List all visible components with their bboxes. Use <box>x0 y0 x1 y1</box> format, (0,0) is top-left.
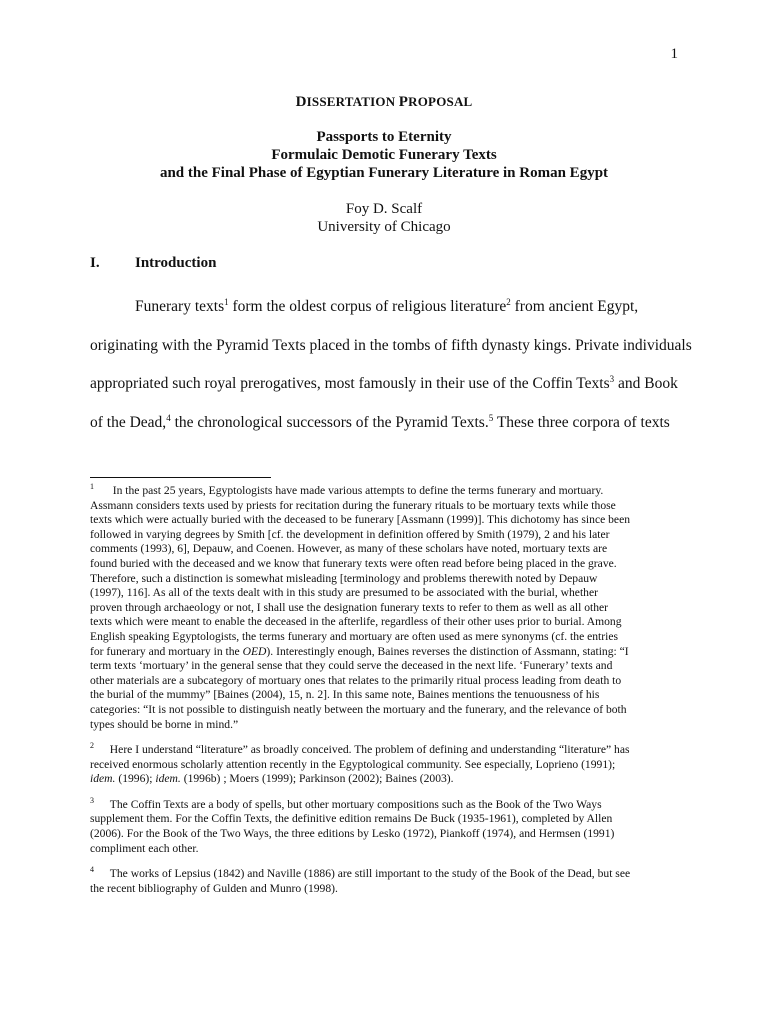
footnote-line: types should be borne in mind.” <box>90 717 239 731</box>
author-affiliation: University of Chicago <box>317 219 451 235</box>
title-block <box>0 128 768 182</box>
footnote-line: the burial of the mummy” [Baines (2004), 15, n. 2]. In this same note, Baines mentions the tenuousness of his <box>90 688 600 702</box>
proposal-heading <box>0 94 768 111</box>
heading-smallcaps-2: ROPOSAL <box>408 94 473 109</box>
footnote-line: compliment each other. <box>90 841 199 855</box>
body-line <box>90 404 685 443</box>
footnote-ref-1[interactable]: 1 <box>224 296 229 307</box>
footnote-line: Assmann considers texts used by priests for recitation during the funerary rituals to be mortuary texts while those <box>90 498 616 512</box>
footnote-line: (2006). For the Book of the Two Ways, the three editions by Lesko (1972), Piankoff (1974), and Hermsen (1991) <box>90 827 615 841</box>
footnote-line: 2 Here I understand “literature” as broadly conceived. The problem of defining and understanding “literature” has <box>90 741 630 757</box>
footnote-ref-2[interactable]: 2 <box>506 296 511 307</box>
body-line <box>90 288 685 327</box>
footnote-4 <box>90 867 685 896</box>
body-text-run: and Book <box>614 375 678 392</box>
section-title: Introduction <box>135 255 217 271</box>
footnote-italic: idem. <box>155 772 181 786</box>
body-line: originating with the Pyramid Texts placed in the tombs of fifth dynasty kings. Private individuals <box>90 336 692 354</box>
body-text-run: from ancient Egypt, <box>510 298 639 315</box>
footnote-line: texts which were meant to enable the deceased in the afterlife, regardless of their other uses prior to burial. Among <box>90 615 622 629</box>
footnote-line: the recent bibliography of Gulden and Munro (1998). <box>90 881 338 895</box>
heading-initial-d: D <box>295 94 307 110</box>
footnote-3 <box>90 798 685 856</box>
footnote-line: 1 In the past 25 years, Egyptologists have made various attempts to define the terms funerary and mortuary. <box>90 482 604 497</box>
footnote-text: (1996b) ; Moers (1999); Parkinson (2002); Baines (2003). <box>180 772 454 786</box>
body-text-run: form the oldest corpus of religious literature <box>228 298 507 315</box>
footnote-line: Therefore, such a distinction is somewhat misleading [terminology and problems therewith noted by Depauw <box>90 571 598 585</box>
author-block <box>0 200 768 236</box>
body-text-run: Funerary texts <box>135 298 225 315</box>
body-text-run: the chronological successors of the Pyramid Texts. <box>170 413 489 431</box>
section-heading <box>90 255 216 272</box>
body-line <box>90 365 685 404</box>
footnote-line: proven through archaeology or not, I shall use the designation funerary texts to refer to them as well as all other <box>90 600 609 614</box>
footnote-ref-4[interactable]: 4 <box>166 412 171 423</box>
footnotes <box>90 484 685 907</box>
footnote-text: (1996); <box>115 772 156 786</box>
footnote-text: ). Interestingly enough, Baines reverses the distinction of Assmann, stating: “I <box>266 644 629 658</box>
page-number: 1 <box>670 46 678 62</box>
footnote-line: term texts ‘mortuary’ in the general sense that they could serve the deceased in the next life. ‘Funerary’ texts and <box>90 659 613 673</box>
heading-smallcaps-1: ISSERTATION <box>306 94 396 109</box>
footnote-line: other materials are a subcategory of mortuary ones that relates to the primarily ritual process leading from death to <box>90 673 622 687</box>
footnote-2 <box>90 743 685 787</box>
footnote-text: Here I understand “literature” as broadly conceived. The problem of defining and understanding “literature” has <box>109 743 630 757</box>
footnote-line: English speaking Egyptologists, the terms funerary and mortuary are often used as mere synonyms (cf. the entries <box>90 629 619 643</box>
footnote-line: comments (1993), 6], Depauw, and Coenen. However, as many of these scholars have noted, mortuary texts are <box>90 542 608 556</box>
author-name: Foy D. Scalf <box>345 201 423 217</box>
footnote-line: supplement them. For the Coffin Texts, the definitive edition remains De Buck (1935-1961), completed by Allen <box>90 812 613 826</box>
footnote-line: 4 The works of Lepsius (1842) and Naville (1886) are still important to the study of the Book of the Dead, but see <box>90 865 631 881</box>
title-line-2: Formulaic Demotic Funerary Texts <box>271 147 497 163</box>
footnote-line: (1997), 116]. As all of the texts dealt with in this study are presumed to be associated with the burial, whether <box>90 586 598 600</box>
footnote-text: for funerary and mortuary in the <box>90 644 243 658</box>
footnote-divider <box>90 477 271 478</box>
footnote-line: categories: “It is not possible to distinguish neatly between the mortuary and the funerary, and the relevance of both <box>90 702 627 716</box>
footnote-line: texts which were actually buried with the deceased to be funerary [Assmann (1999)]. This dichotomy has since been <box>90 513 631 527</box>
body-text-run: These three corpora of texts <box>493 413 670 431</box>
footnote-line: received enormous scholarly attention recently in the Egyptological community. See especially, Loprieno (1991); <box>90 757 616 771</box>
title-line-1: Passports to Eternity <box>316 129 452 145</box>
footnote-line: followed in varying degrees by Smith [cf. the development in definition offered by Smith (1979), 2 and his later <box>90 527 610 541</box>
title-line-3: and the Final Phase of Egyptian Funerary Literature in Roman Egypt <box>159 165 609 181</box>
body-text-run: appropriated such royal prerogatives, most famously in their use of the Coffin Texts <box>90 375 610 392</box>
footnote-text: The Coffin Texts are a body of spells, but other mortuary compositions such as the Book of the Two Ways <box>109 797 602 811</box>
footnote-line <box>90 645 685 660</box>
heading-initial-p: P <box>398 94 409 110</box>
body-text <box>90 288 692 442</box>
body-text-run: of the Dead, <box>90 413 167 431</box>
section-number: I. <box>90 255 100 271</box>
footnote-text: In the past 25 years, Egyptologists have made various attempts to define the terms funerary and mortuary. <box>112 484 604 497</box>
footnote-ref-5[interactable]: 5 <box>488 412 494 423</box>
footnote-ref-3[interactable]: 3 <box>609 373 615 384</box>
footnote-line <box>90 772 685 787</box>
footnote-text: The works of Lepsius (1842) and Naville (1886) are still important to the study of the Book of the Dead, but see <box>109 867 631 881</box>
footnote-line: 3 The Coffin Texts are a body of spells, but other mortuary compositions such as the Book of the Two Ways <box>90 796 602 811</box>
footnote-italic: OED <box>242 644 267 658</box>
footnote-1 <box>90 484 685 732</box>
footnote-line: found buried with the deceased and we know that funerary texts were often read before being placed in the grave. <box>90 556 617 570</box>
footnote-italic: idem. <box>90 772 116 786</box>
